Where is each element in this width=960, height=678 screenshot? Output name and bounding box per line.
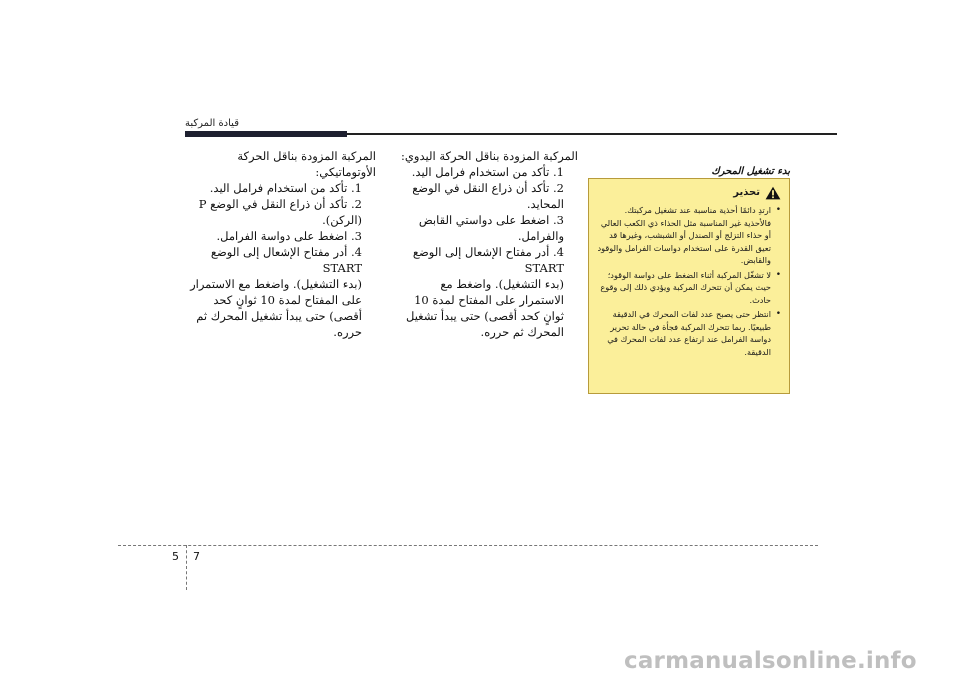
- footer-divider: [118, 545, 818, 546]
- chapter-number: 5: [172, 550, 179, 563]
- step-4-continued: (بدء التشغيل). واضغط مع الاستمرار على المفتاح لمدة 10 ثوانٍ كحد أقصى) حتى يبدأ تشغيل المحرك ثم حرره.: [190, 277, 362, 339]
- step-3: 3. اضغط على دواستي القابض والفرامل.: [418, 213, 564, 243]
- column-automatic: [188, 148, 376, 340]
- column-heading: المركبة المزودة بناقل الحركة اليدوي:: [401, 149, 578, 163]
- section-title: بدء تشغيل المحرك: [711, 166, 790, 177]
- step-1: 1. تأكد من استخدام فرامل اليد.: [209, 181, 362, 195]
- step-1: 1. تأكد من استخدام فرامل اليد.: [411, 165, 564, 179]
- header-bar: [185, 131, 347, 137]
- column-manual: [395, 148, 578, 340]
- warning-item: • لا تشغّل المركبة أثناء الضغط على دواسة الوقود؛ حيث يمكن أن تتحرك المركبة ويؤدي ذلك إلى وقوع حادث.: [597, 269, 781, 307]
- warning-item: • انتظر حتى يصبح عدد لفات المحرك في الدقيقة طبيعيًا. ربما تتحرك المركبة فجأة في حالة تحرير دواسة الفرامل عند ارتفاع عدد لفات المحرك في الدقيقة.: [597, 308, 781, 358]
- warning-item: • ارتدِ دائمًا أحذية مناسبة عند تشغيل مركبتك. فالأحذية غير المناسبة مثل الحذاء ذي الكعب العالي أو حذاء التزلج أو الصندل أو الشبشب، وغيرها قد تعيق القدرة على استخدام دواسات الفرامل والوقود والقابض.: [597, 204, 781, 267]
- step-2: 2. تأكد أن ذراع النقل في الوضع P (الركن).: [198, 197, 362, 227]
- watermark: carmanualsonline.info: [624, 648, 917, 674]
- page-number: 7: [193, 550, 200, 563]
- column-heading: المركبة المزودة بناقل الحركة الأوتوماتيكي:: [237, 149, 376, 179]
- step-2: 2. تأكد أن ذراع النقل في الوضع المحايد.: [412, 181, 564, 211]
- warning-triangle-icon: [765, 186, 781, 200]
- footer-vertical-divider: [186, 545, 187, 590]
- step-3: 3. اضغط على دواسة الفرامل.: [216, 229, 362, 243]
- warning-box: [588, 178, 790, 394]
- warning-label: تحذير: [733, 186, 760, 198]
- step-4-continued: (بدء التشغيل). واضغط مع الاستمرار على المفتاح لمدة 10 ثوانٍ كحد أقصى) حتى يبدأ تشغيل المحرك ثم حرره.: [406, 277, 564, 339]
- step-4: 4. أدر مفتاح الإشعال إلى الوضع START: [412, 245, 564, 275]
- running-header: قيادة المركبة: [185, 118, 239, 129]
- step-4: 4. أدر مفتاح الإشعال إلى الوضع START: [210, 245, 362, 275]
- warning-header: [597, 186, 781, 200]
